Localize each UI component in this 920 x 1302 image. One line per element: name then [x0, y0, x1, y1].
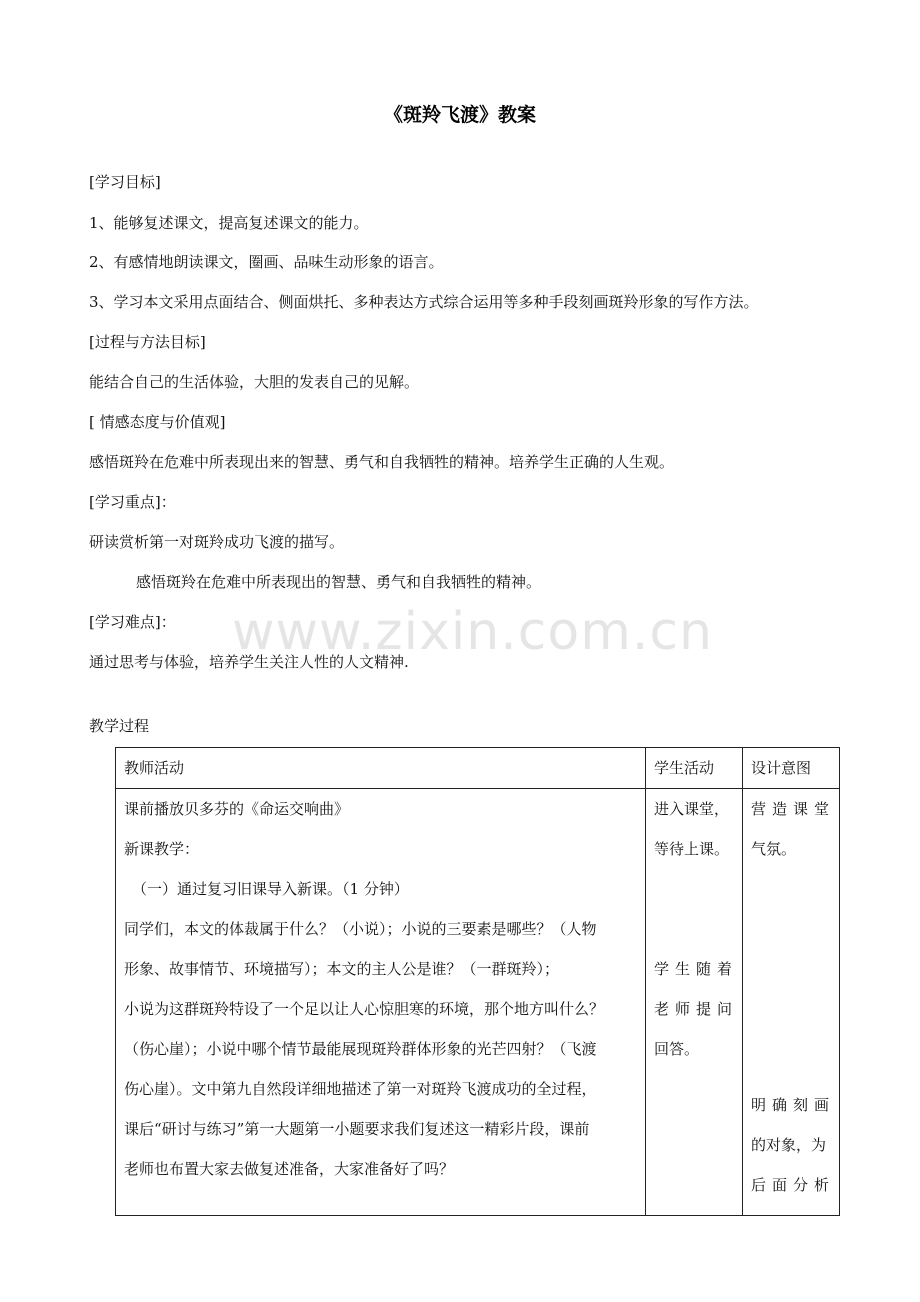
header-student-activity: 学生活动 [646, 748, 743, 789]
teacher-line: 形象、故事情节、环境描写）；本文的主人公是谁？（一群斑羚）； [124, 960, 560, 978]
key-point-2: 感悟斑羚在危难中所表现出的智慧、勇气和自我牺牲的精神。 [136, 573, 542, 591]
header-teacher-activity: 教师活动 [116, 748, 646, 789]
teaching-process-table [115, 747, 840, 1216]
goal-item-2: 2、有感情地朗读课文，圈画、品味生动形象的语言。 [89, 253, 444, 271]
document-title: 《斑羚飞渡》教案 [383, 104, 536, 126]
section-heading-key-points: [学习重点]： [89, 493, 176, 511]
teacher-line: （一）通过复习旧课导入新课。（1 分钟） [132, 880, 409, 898]
goal-item-3: 3、学习本文采用点面结合、侧面烘托、多种表达方式综合运用等多种手段刻画斑羚形象的写作方法。 [89, 293, 759, 311]
watermark: www.zixin.com.cn [232, 602, 713, 662]
student-line: 老师提问 [654, 1000, 739, 1018]
student-activity-cell [646, 789, 743, 1216]
student-line: 等待上课。 [654, 840, 730, 858]
teacher-line: 新课教学： [124, 840, 200, 858]
process-method-text: 能结合自己的生活体验，大胆的发表自己的见解。 [89, 373, 420, 391]
teacher-activity-cell [116, 789, 646, 1216]
emotion-values-text: 感悟斑羚在危难中所表现出来的智慧、勇气和自我牺牲的精神。培养学生正确的人生观。 [89, 453, 675, 471]
teacher-line: 伤心崖）。文中第九自然段详细地描述了第一对斑羚飞渡成功的全过程， [124, 1080, 597, 1098]
header-design-intent: 设计意图 [743, 748, 840, 789]
intent-line: 明确刻画 [751, 1096, 836, 1114]
section-heading-emotion-values: [ 情感态度与价值观] [89, 413, 226, 431]
teacher-line: 课前播放贝多芬的《命运交响曲》 [124, 800, 350, 818]
design-intent-cell [743, 789, 840, 1216]
student-line: 学生随着 [654, 960, 739, 978]
intent-line: 的对象，为 [751, 1136, 827, 1154]
student-line: 回答。 [654, 1040, 700, 1058]
intent-line: 后面分析 [751, 1176, 836, 1194]
teacher-line: （伤心崖）；小说中哪个情节最能展现斑羚群体形象的光芒四射？（飞渡 [124, 1040, 597, 1058]
intent-line: 营造课堂 [751, 800, 836, 818]
teacher-line: 小说为这群斑羚特设了一个足以让人心惊胆寒的环境，那个地方叫什么？ [124, 1000, 605, 1018]
table-header-row [116, 748, 840, 789]
section-heading-learning-goals: [学习目标] [89, 173, 161, 191]
intent-line: 气氛。 [751, 840, 797, 858]
section-heading-teaching-process: 教学过程 [89, 717, 150, 735]
teacher-line: 老师也布置大家去做复述准备，大家准备好了吗？ [124, 1160, 455, 1178]
key-point-1: 研读赏析第一对斑羚成功飞渡的描写。 [89, 533, 345, 551]
section-heading-process-method: [过程与方法目标] [89, 333, 206, 351]
difficulties-text: 通过思考与体验，培养学生关注人性的人文精神. [89, 653, 409, 671]
teacher-line: 课后“研讨与练习”第一大题第一小题要求我们复述这一精彩片段，课前 [124, 1120, 590, 1138]
student-line: 进入课堂， [654, 800, 730, 818]
section-heading-difficulties: [学习难点]： [89, 613, 176, 631]
teacher-line: 同学们，本文的体裁属于什么？（小说）；小说的三要素是哪些？（人物 [124, 920, 597, 938]
goal-item-1: 1、能够复述课文，提高复述课文的能力。 [89, 214, 369, 232]
table-row [116, 789, 840, 1216]
